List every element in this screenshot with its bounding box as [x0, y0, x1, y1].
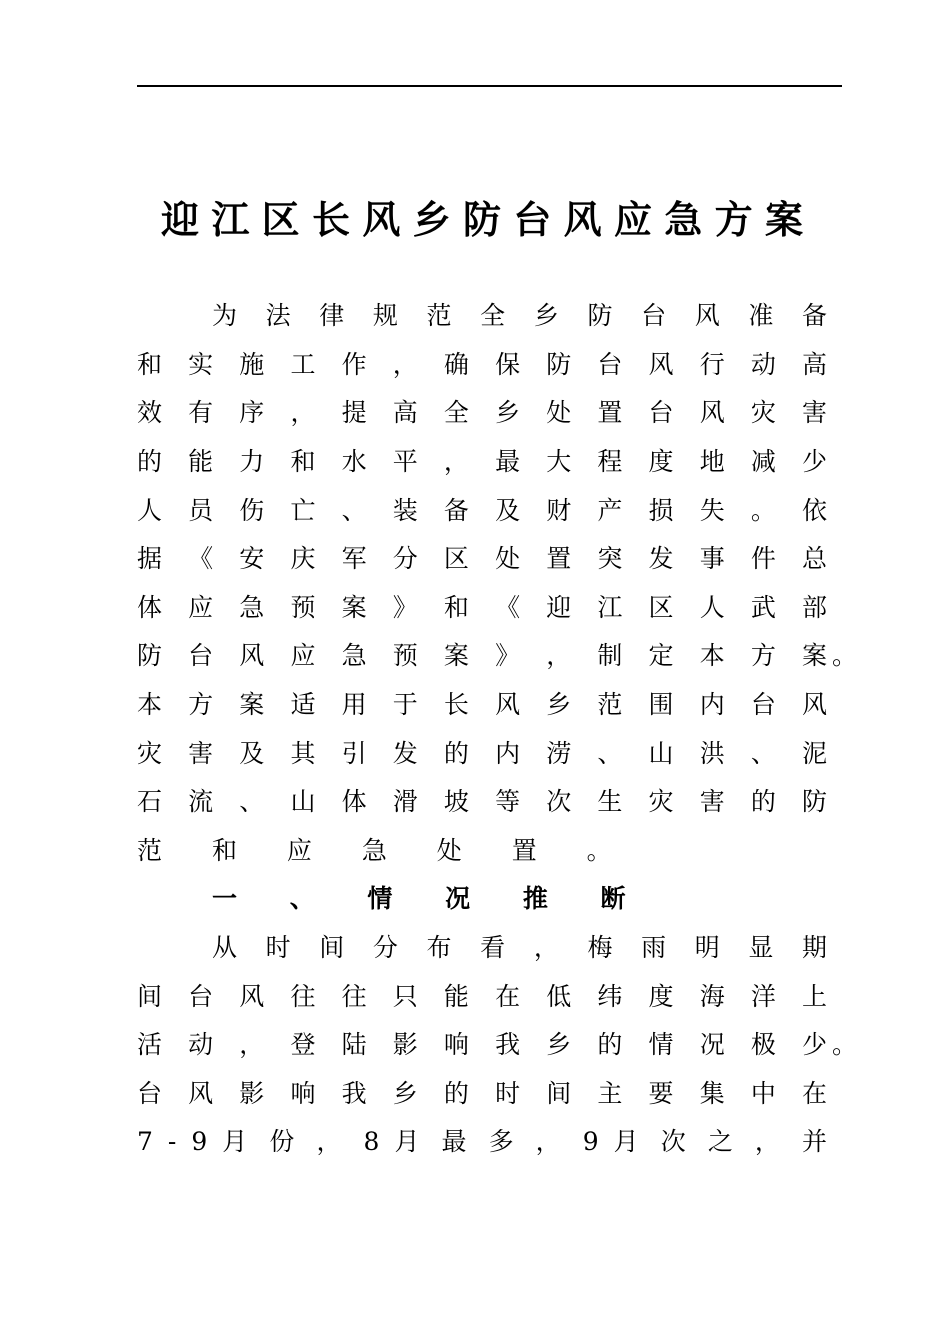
paragraph-line: [137, 290, 827, 339]
title-char: 长: [311, 196, 350, 242]
document-body: [137, 290, 857, 1165]
line-text: 活 动 ， 登 陆 影 响 我 乡 的 情 况 极 少: [137, 1030, 827, 1060]
title-char: 台: [513, 196, 552, 242]
paragraph-line: [137, 582, 827, 631]
document-title: [137, 188, 827, 244]
section-heading: [137, 873, 827, 922]
title-char: 风: [362, 196, 401, 242]
line-text: 本 方 案 适 用 于 长 风 乡 范 围 内 台 风: [137, 690, 827, 720]
paragraph-line: [137, 484, 827, 533]
paragraph-line: [137, 727, 827, 776]
paragraph-line: [137, 436, 827, 485]
line-text: 人 员 伤 亡 、 装 备 及 财 产 损 失 。 依: [137, 495, 827, 525]
paragraph-line: [137, 825, 827, 874]
paragraph-line: [137, 970, 827, 1019]
title-char: 急: [664, 196, 703, 242]
title-char: 区: [261, 196, 300, 242]
line-text: 台 风 影 响 我 乡 的 时 间 主 要 集 中 在: [137, 1078, 827, 1108]
title-char: 应: [613, 196, 652, 242]
line-text: 一 、 情 况 推 断: [212, 884, 648, 914]
line-text: 的 能 力 和 水 平 ， 最 大 程 度 地 减 少: [137, 447, 827, 477]
title-char: 风: [563, 196, 602, 242]
paragraph-line: [137, 387, 827, 436]
title-char: 案: [764, 196, 803, 242]
title-char: 乡: [412, 196, 451, 242]
paragraph-line: [137, 776, 827, 825]
paragraph-line: [137, 630, 857, 679]
paragraph-line: [137, 1019, 857, 1068]
title-char: 迎: [161, 196, 200, 242]
line-text: 为 法 律 规 范 全 乡 防 台 风 准 备: [212, 301, 827, 331]
overhang-punctuation: 。: [831, 641, 857, 671]
line-text: 石 流 、 山 体 滑 坡 等 次 生 灾 害 的 防: [137, 787, 827, 817]
line-text: 范 和 应 急 处 置 。: [137, 835, 633, 865]
title-char: 江: [211, 196, 250, 242]
line-text: 体 应 急 预 案 》 和 《 迎 江 区 人 武 部: [137, 592, 827, 622]
overhang-punctuation: 。: [831, 1030, 857, 1060]
line-text: 间 台 风 往 往 只 能 在 低 纬 度 海 洋 上: [137, 981, 827, 1011]
line-text: 7 - 9 月 份 ， 8 月 最 多 ， 9 月 次 之 ， 并: [137, 1127, 827, 1157]
line-text: 和 实 施 工 作 ， 确 保 防 台 风 行 动 高: [137, 349, 827, 379]
line-text: 据 《 安 庆 军 分 区 处 置 突 发 事 件 总: [137, 544, 827, 574]
title-char: 方: [714, 196, 753, 242]
paragraph-line: [137, 339, 827, 388]
line-text: 从 时 间 分 布 看 ， 梅 雨 明 显 期: [212, 933, 827, 963]
line-text: 效 有 序 ， 提 高 全 乡 处 置 台 风 灾 害: [137, 398, 827, 428]
title-char: 防: [462, 196, 501, 242]
paragraph-line: [137, 533, 827, 582]
paragraph-line: [137, 1116, 827, 1165]
paragraph-line: [137, 922, 827, 971]
line-text: 灾 害 及 其 引 发 的 内 涝 、 山 洪 、 泥: [137, 738, 827, 768]
paragraph-line: [137, 1068, 827, 1117]
paragraph-line: [137, 679, 827, 728]
line-text: 防 台 风 应 急 预 案 》 ， 制 定 本 方 案: [137, 641, 827, 671]
header-rule: [137, 85, 842, 87]
